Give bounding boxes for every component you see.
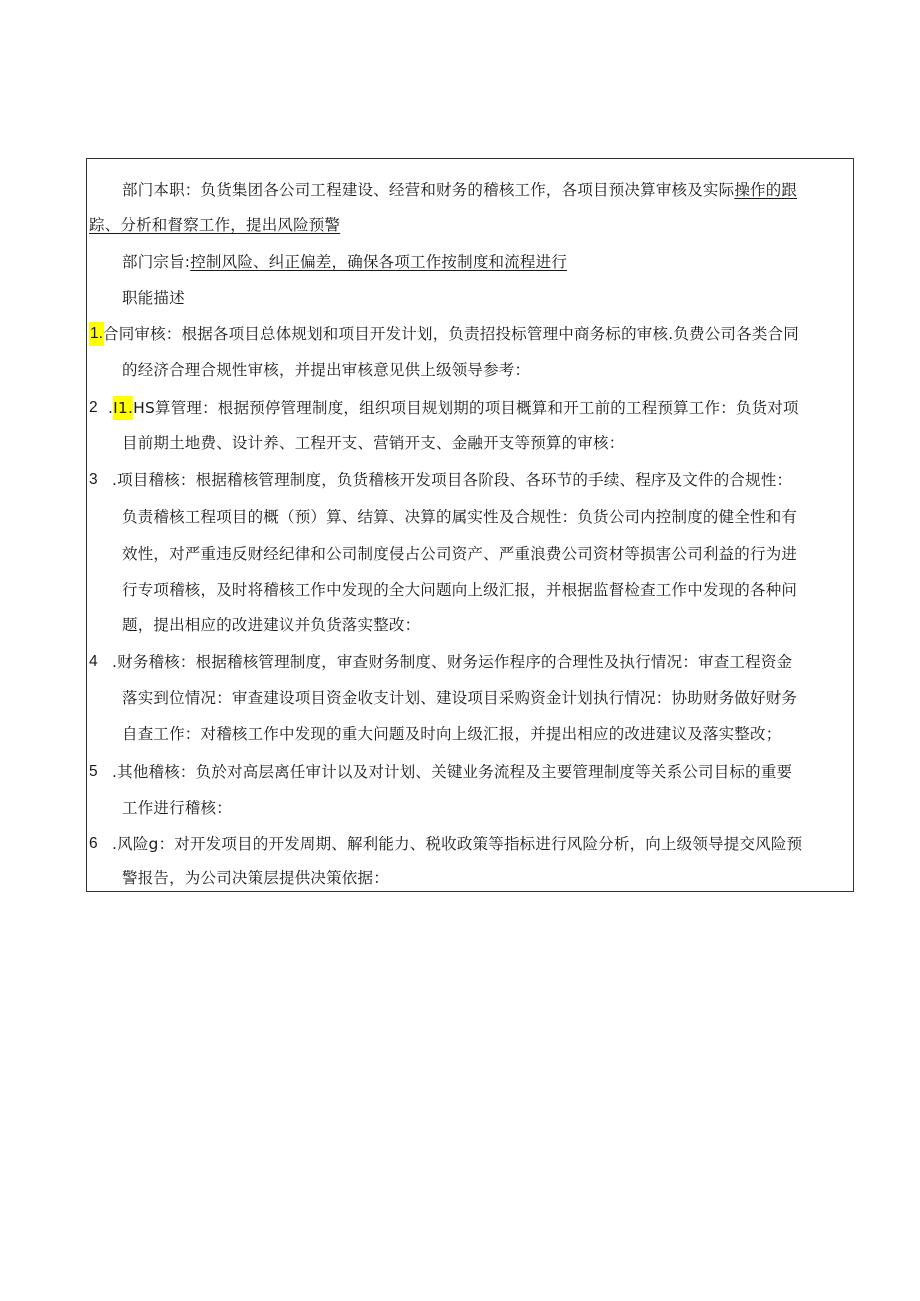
item-1-line-1: 合同审核：根据各项目总体规划和项目开发计划，负责招投标管理中商务标的审核.负费公司各类合同	[103, 325, 799, 343]
function-heading: 职能描述	[122, 289, 185, 307]
dept-purpose-text: 控制风险、纠正偏差，确保各项工作按制度和流程进行	[190, 253, 568, 271]
item-5-number: 5	[89, 763, 98, 780]
item-5-line-1: .其他稽核：负於对高层离任审计以及对计划、关键业务流程及主要管理制度等关系公司目标的重要	[112, 763, 793, 781]
dept-duty-line-1	[122, 180, 797, 200]
dept-purpose-label: 部门宗旨:	[122, 253, 191, 271]
dept-duty-line-2: 踪、分析和督察工作，提出风险预警	[89, 216, 341, 234]
item-3-line-1: .项目稽核：根据稽核管理制度，负货稽核开发项目各阶段、各环节的手续、程序及文件的合规性：	[112, 471, 793, 489]
item-2-number: 2	[89, 399, 98, 416]
item-3-number: 3	[89, 471, 98, 488]
item-6-number: 6	[89, 835, 98, 852]
item-1-number: 1.	[89, 322, 104, 346]
item-3-line-2: 负责稽核工程项目的概（预）算、结算、决算的属实性及合规性：负货公司内控制度的健全性和有	[122, 508, 798, 526]
dept-duty-text-b: 操作的跟	[734, 181, 798, 199]
item-4-line-2: 落实到位情况：审查建设项目资金收支计划、建设项目采购资金计划执行情况：协助财务做好财务	[122, 689, 798, 707]
dept-duty-text-a: 负货集团各公司工程建设、经营和财务的稽核工作，各项目预决算审核及实际	[200, 181, 735, 199]
item-1-line-2: 的经济合理合规性审核，并提出审核意见供上级领导参考：	[122, 361, 531, 379]
item-3-line-4: 行专项稽核，及时将稽核工作中发现的全大问题向上级汇报，并根据监督检查工作中发现的各种问	[122, 581, 798, 599]
item-6-line-2: 警报告，为公司决策层提供决策依据：	[122, 869, 389, 887]
item-4-line-1: .财务稽核：根据稽核管理制度，审查财务制度、财务运作程序的合理性及执行情况：审查工程资金	[112, 653, 793, 671]
item-2-prefix: .	[108, 399, 114, 417]
item-3-line-5: 题，提出相应的改进建议并负货落实整改：	[122, 616, 421, 634]
item-2-text: HS算管理：根据预停管理制度，组织项目规划期的项目概算和开工前的工程预算工作：负货对项	[133, 399, 799, 417]
dept-purpose-line	[122, 252, 567, 272]
item-2-line-1	[108, 398, 799, 418]
item-6-line-1: .风险g：对开发项目的开发周期、解利能力、税收政策等指标进行风险分析，向上级领导提交风险预	[112, 835, 803, 853]
item-2-highlight: I1.	[113, 396, 133, 420]
item-2-line-2: 目前期土地费、设计养、工程开支、营销开支、金融开支等预算的审核：	[122, 434, 625, 452]
dept-duty-label: 部门本职：	[122, 181, 201, 199]
item-3-line-3: 效性，对严重违反财经纪律和公司制度侵占公司资产、严重浪费公司资材等损害公司利益的行为进	[122, 545, 798, 563]
item-4-line-3: 自查工作：对稽核工作中发现的重大问题及时向上级汇报，并提出相应的改进建议及落实整改；	[122, 725, 782, 743]
item-4-number: 4	[89, 653, 98, 670]
item-5-line-2: 工作进行稽核：	[122, 799, 232, 817]
